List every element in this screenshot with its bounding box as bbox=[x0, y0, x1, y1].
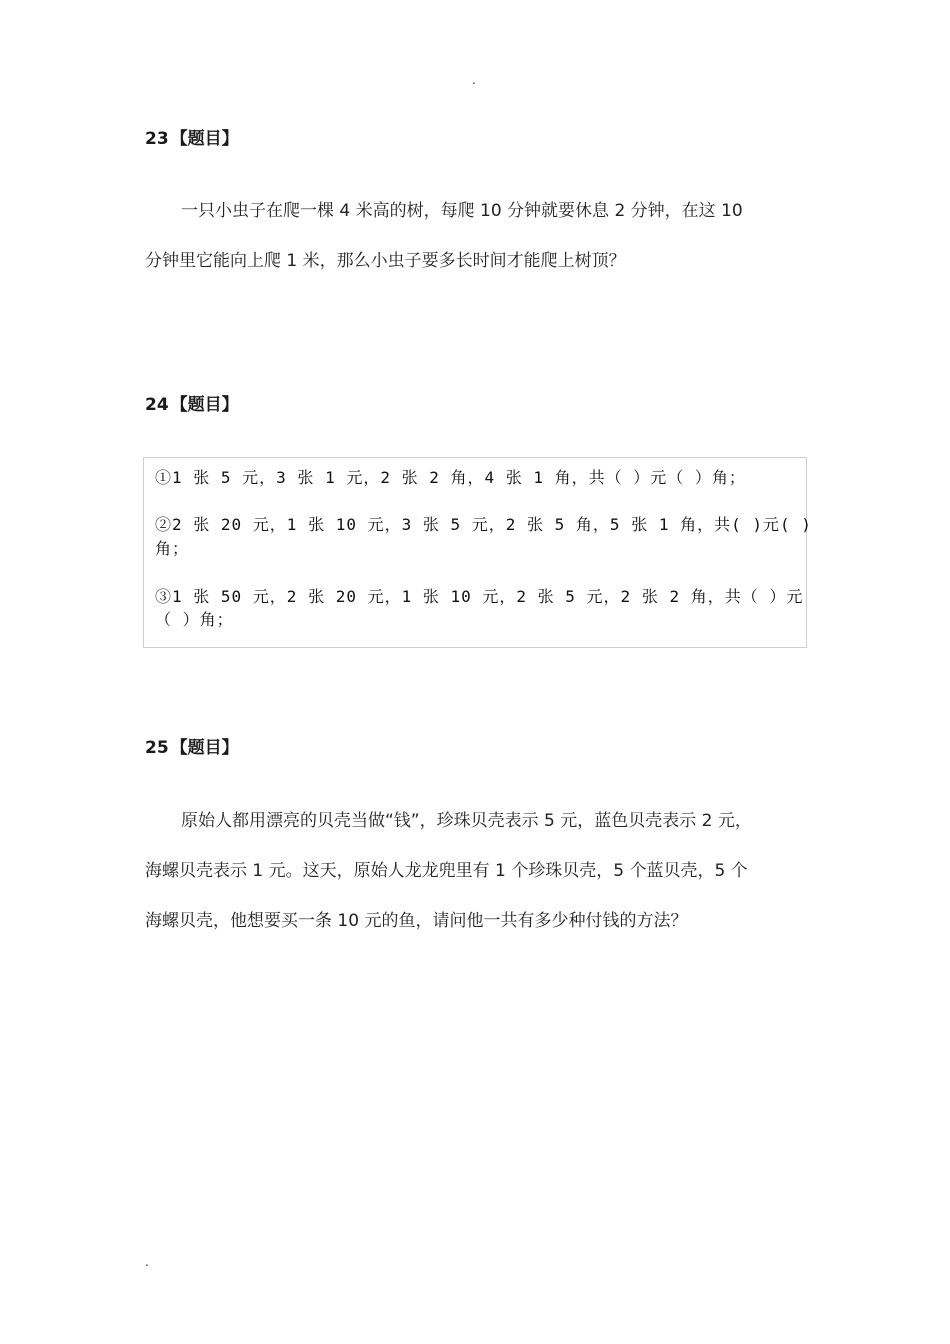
paragraph-line: 原始人都用漂亮的贝壳当做“钱”，珍珠贝壳表示 5 元，蓝色贝壳表示 2 元， bbox=[181, 811, 752, 831]
question-number: 25 bbox=[145, 738, 169, 758]
question-23-text bbox=[145, 186, 743, 286]
question-25-text bbox=[145, 796, 752, 946]
paragraph-line: 海螺贝壳表示 1 元。这天，原始人龙龙兜里有 1 个珍珠贝壳，5 个蓝贝壳，5 个 bbox=[145, 861, 748, 881]
box-line: ②2 张 20 元，1 张 10 元，3 张 5 元，2 张 5 角，5 张 1 角，共( )元( ) bbox=[155, 515, 812, 534]
question-tag: 【题目】 bbox=[170, 738, 239, 758]
question-24-heading bbox=[145, 393, 239, 417]
box-line: （ ）角； bbox=[155, 610, 234, 629]
box-line: ③1 张 50 元，2 张 20 元，1 张 10 元，2 张 5 元，2 张 2 角，共（ ）元 bbox=[155, 587, 804, 606]
question-number: 23 bbox=[145, 129, 169, 149]
paragraph-line: 一只小虫子在爬一棵 4 米高的树，每爬 10 分钟就要休息 2 分钟，在这 10 bbox=[181, 201, 743, 221]
box-line: ①1 张 5 元，3 张 1 元，2 张 2 角，4 张 1 角，共（ ）元（ ）角； bbox=[155, 468, 746, 487]
paragraph-line: 海螺贝壳，他想要买一条 10 元的鱼，请问他一共有多少种付钱的方法？ bbox=[145, 911, 688, 931]
box-line: 角； bbox=[155, 539, 190, 558]
question-23-heading bbox=[145, 127, 239, 151]
page-top-mark: . bbox=[472, 73, 476, 87]
question-24-image-box bbox=[143, 457, 812, 648]
question-tag: 【题目】 bbox=[170, 129, 239, 149]
page-bottom-mark: . bbox=[145, 1255, 149, 1269]
question-25-heading bbox=[145, 736, 239, 760]
paragraph-line: 分钟里它能向上爬 1 米，那么小虫子要多长时间才能爬上树顶？ bbox=[145, 251, 626, 271]
question-number: 24 bbox=[145, 395, 169, 415]
question-tag: 【题目】 bbox=[170, 395, 239, 415]
